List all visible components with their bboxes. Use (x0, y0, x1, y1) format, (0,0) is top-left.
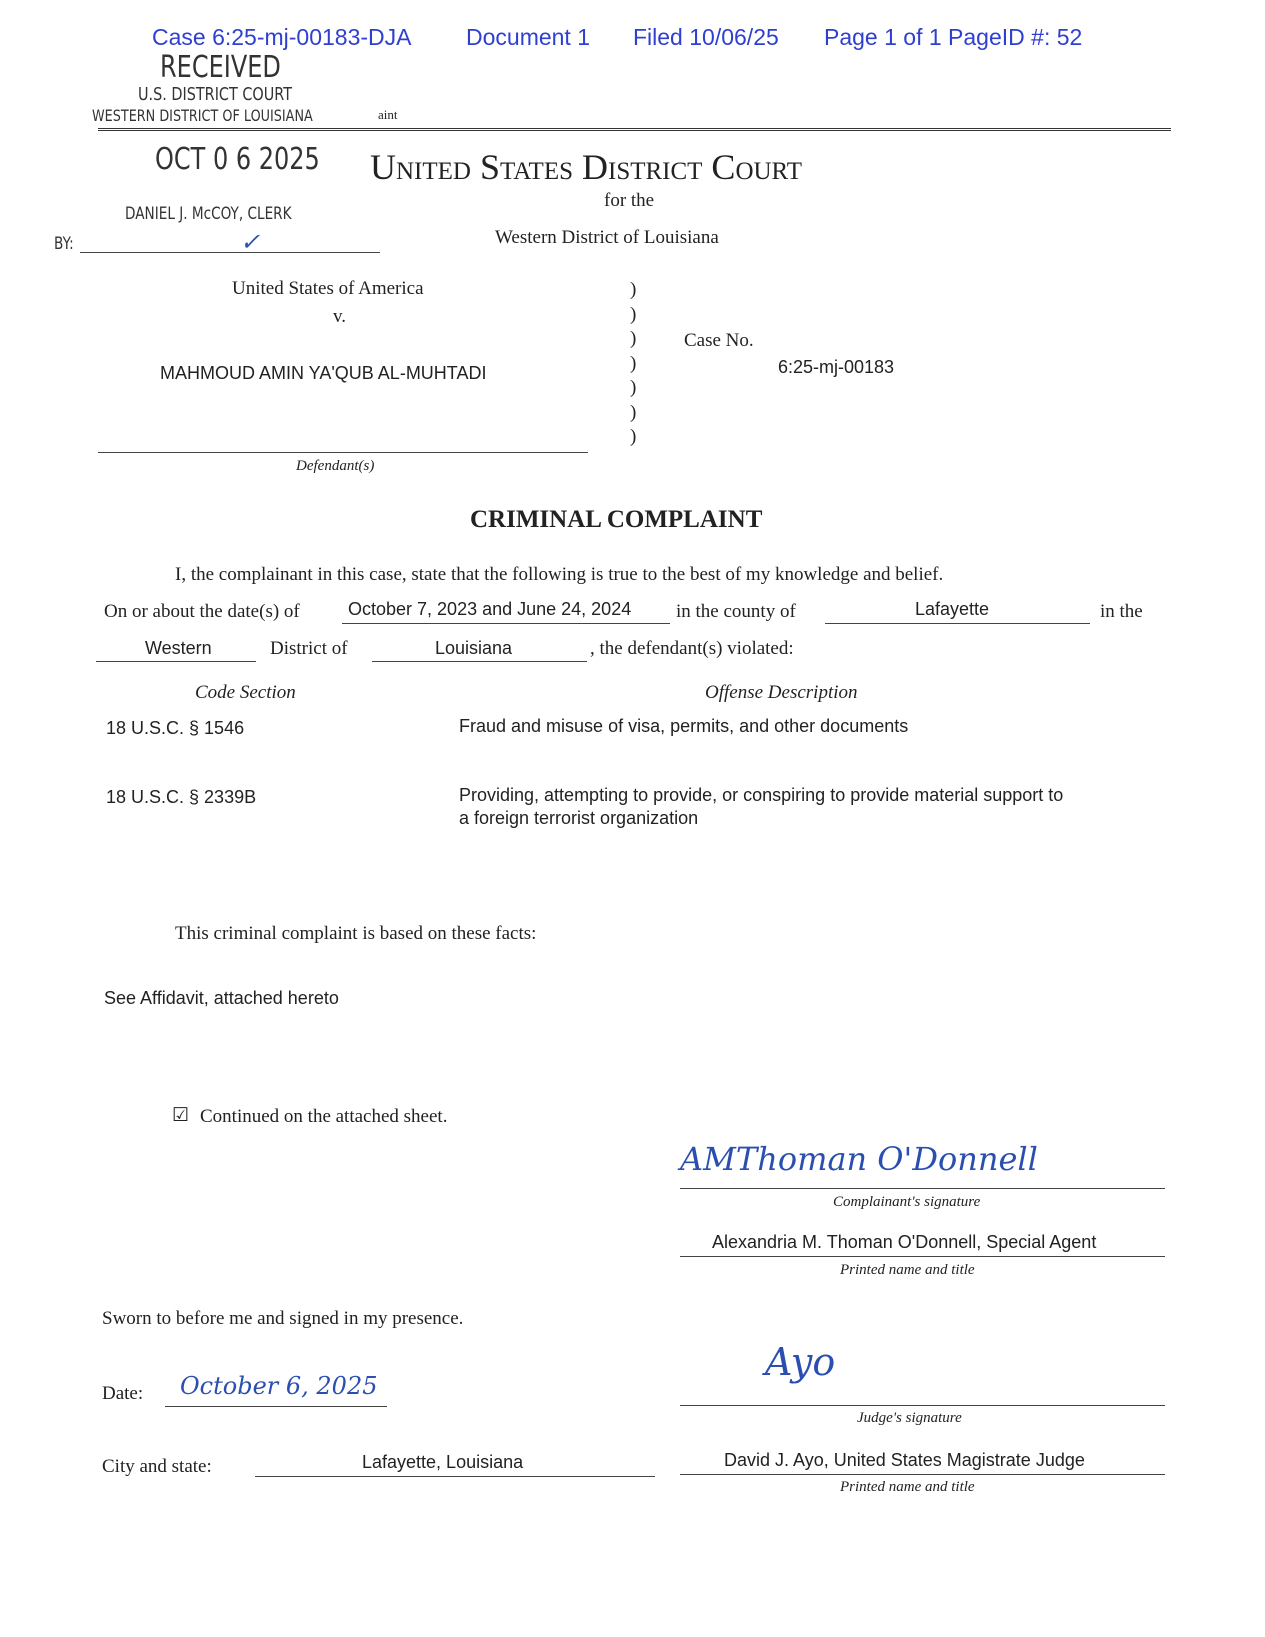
checkbox-checked-icon[interactable]: ☑ (172, 1105, 190, 1126)
facts-text: See Affidavit, attached hereto (104, 988, 339, 1008)
district: Western (145, 638, 212, 658)
stamp-clerk: DANIEL J. McCOY, CLERK (125, 204, 292, 224)
code-section-header: Code Section (195, 682, 296, 703)
offense-description: Fraud and misuse of visa, permits, and other documents (459, 716, 909, 736)
stamp-court: U.S. DISTRICT COURT (138, 84, 293, 105)
continued-label: Continued on the attached sheet. (200, 1106, 448, 1127)
date-label: On or about the date(s) of (104, 601, 300, 622)
defendant-label: Defendant(s) (296, 458, 375, 474)
judge-signature-label: Judge's signature (857, 1410, 962, 1426)
sworn-statement: Sworn to before me and signed in my presence. (102, 1308, 464, 1329)
defendant-name: MAHMOUD AMIN YA'QUB AL-MUHTADI (160, 363, 487, 383)
document-title: CRIMINAL COMPLAINT (470, 506, 763, 533)
judge-name-label: Printed name and title (840, 1479, 975, 1495)
city-label: City and state: (102, 1456, 212, 1477)
complaint-intro: I, the complainant in this case, state that the following is true to the best of my knowledge and belief. (175, 564, 944, 585)
city-state: Lafayette, Louisiana (362, 1452, 524, 1472)
judge-signature: Ayo (765, 1340, 836, 1384)
stamp-district: WESTERN DISTRICT OF LOUISIANA (92, 106, 313, 125)
violated-label: , the defendant(s) violated: (590, 638, 794, 659)
filed-date: Filed 10/06/25 (633, 24, 779, 50)
complainant-signature: AMThoman O'Donnell (680, 1140, 1038, 1178)
stamp-by: BY: (54, 234, 74, 254)
offense-dates: October 7, 2023 and June 24, 2024 (348, 599, 632, 619)
stamp-date: OCT 0 6 2025 (155, 142, 320, 177)
case-no: 6:25-mj-00183 (778, 357, 895, 377)
complainant-name: Alexandria M. Thoman O'Donnell, Special Agent (712, 1232, 1097, 1252)
court-title: United States District Court (370, 147, 803, 187)
case-no-label: Case No. (684, 330, 754, 351)
county: Lafayette (915, 599, 990, 619)
offense-description-header: Offense Description (705, 682, 858, 703)
facts-label: This criminal complaint is based on these facts: (175, 923, 537, 944)
versus: v. (333, 306, 347, 327)
judge-name: David J. Ayo, United States Magistrate Judge (724, 1450, 1085, 1470)
court-district: Western District of Louisiana (495, 227, 719, 248)
document-number: Document 1 (466, 24, 591, 50)
plaintiff: United States of America (232, 278, 424, 299)
state: Louisiana (435, 638, 513, 658)
offense-description-cont: a foreign terrorist organization (459, 808, 699, 828)
clerk-initials: ✓ (240, 228, 261, 256)
district-of: District of (270, 638, 348, 659)
county-label: in the county of (676, 601, 796, 622)
offense-code: 18 U.S.C. § 2339B (106, 787, 257, 807)
stamp-received: RECEIVED (160, 50, 281, 85)
form-number: aint (378, 107, 398, 122)
in-the: in the (1100, 601, 1143, 622)
offense-description: Providing, attempting to provide, or conspiring to provide material support to (459, 785, 1064, 805)
date-label: Date: (102, 1383, 144, 1404)
caption-brackets: ) ) ) ) ) ) ) (630, 279, 637, 447)
case-number-header: Case 6:25-mj-00183-DJA (152, 24, 412, 50)
complainant-name-label: Printed name and title (840, 1262, 975, 1278)
offense-code: 18 U.S.C. § 1546 (106, 718, 245, 738)
for-the: for the (604, 190, 655, 211)
complainant-signature-label: Complainant's signature (833, 1194, 981, 1210)
signed-date: October 6, 2025 (180, 1372, 378, 1400)
page-id: Page 1 of 1 PageID #: 52 (824, 24, 1083, 50)
